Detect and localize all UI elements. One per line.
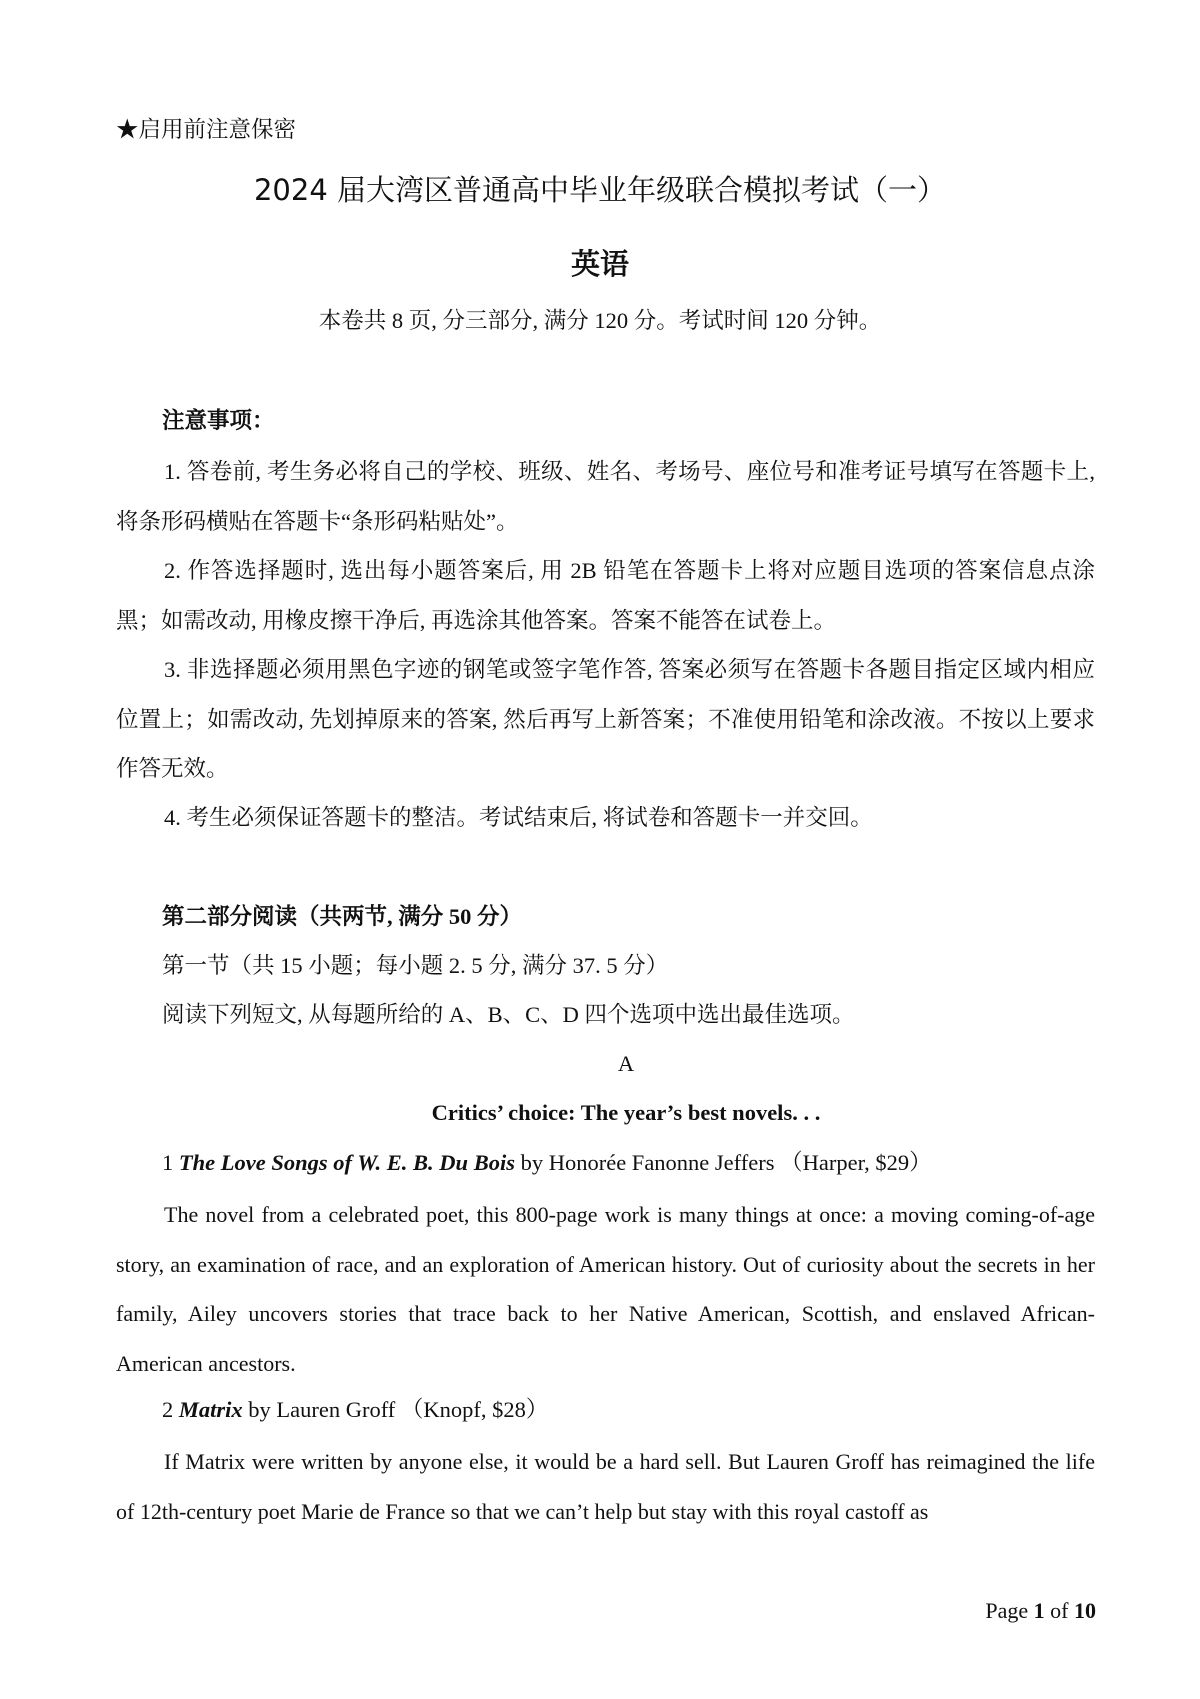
- exam-title: 2024 届大湾区普通高中毕业年级联合模拟考试（一）: [253, 173, 947, 207]
- notice-heading: 注意事项：: [162, 408, 275, 433]
- passage-label: A: [617, 1051, 635, 1076]
- book-entry: [162, 1149, 932, 1177]
- passage-title: Critics’ choice: The year’s best novels. . .: [431, 1100, 821, 1125]
- part-heading: 第二部分阅读（共两节, 满分 50 分）: [162, 904, 523, 929]
- book-byline: by Lauren Groff: [242, 1397, 396, 1422]
- exam-info: 本卷共 8 页, 分三部分, 满分 120 分。考试时间 120 分钟。: [318, 308, 882, 333]
- confidential-notice: ★启用前注意保密: [116, 117, 297, 142]
- book-review: If Matrix were written by anyone else, it would be a hard sell. But Lauren Groff has reimagined the life of 12th-century poet Marie de France so that we can’t help but stay with this royal castoff as: [116, 1449, 1095, 1524]
- book-title: The Love Songs of W. E. B. Du Bois: [178, 1150, 515, 1175]
- book-publisher: （Knopf, $28）: [400, 1397, 549, 1422]
- book-number: 2: [162, 1397, 174, 1422]
- notice-item-4: 4. 考生必须保证答题卡的整洁。考试结束后, 将试卷和答题卡一并交回。: [164, 805, 873, 830]
- subject-title: 英语: [570, 247, 629, 281]
- book-entry: [162, 1396, 548, 1424]
- subsection-heading: 第一节（共 15 小题；每小题 2. 5 分, 满分 37. 5 分）: [162, 953, 669, 978]
- book-byline: by Honorée Fanonne Jeffers: [514, 1150, 775, 1175]
- book-review: The novel from a celebrated poet, this 800-page work is many things at once: a moving coming-of-age story, an examination of race, and an exploration of American history. Out of curiosity about the secrets in her family, Ailey uncovers stories that trace back to her Native American, Scottish, and enslaved African-American ancestors.: [116, 1202, 1095, 1376]
- current-page: 1: [1033, 1598, 1045, 1623]
- notice-item-3: 3. 非选择题必须用黑色字迹的钢笔或签字笔作答, 答案必须写在答题卡各题目指定区域内相应位置上；如需改动, 先划掉原来的答案, 然后再写上新答案；不准使用铅笔和涂改液。不按以上要求作答无效。: [116, 657, 1095, 781]
- total-pages: 10: [1074, 1598, 1096, 1623]
- book-number: 1: [162, 1150, 174, 1175]
- book-publisher: （Harper, $29）: [780, 1150, 932, 1175]
- book-title: Matrix: [178, 1397, 243, 1422]
- reading-instruction: 阅读下列短文, 从每题所给的 A、B、C、D 四个选项中选出最佳选项。: [162, 1002, 855, 1027]
- notice-item-2: 2. 作答选择题时, 选出每小题答案后, 用 2B 铅笔在答题卡上将对应题目选项的答案信息点涂黑；如需改动, 用橡皮擦干净后, 再选涂其他答案。答案不能答在试卷上。: [116, 558, 1095, 633]
- notice-item-1: 1. 答卷前, 考生务必将自己的学校、班级、姓名、考场号、座位号和准考证号填写在答题卡上, 将条形码横贴在答题卡“条形码粘贴处”。: [116, 459, 1095, 534]
- page-number: Page 1 of 10: [985, 1598, 1096, 1623]
